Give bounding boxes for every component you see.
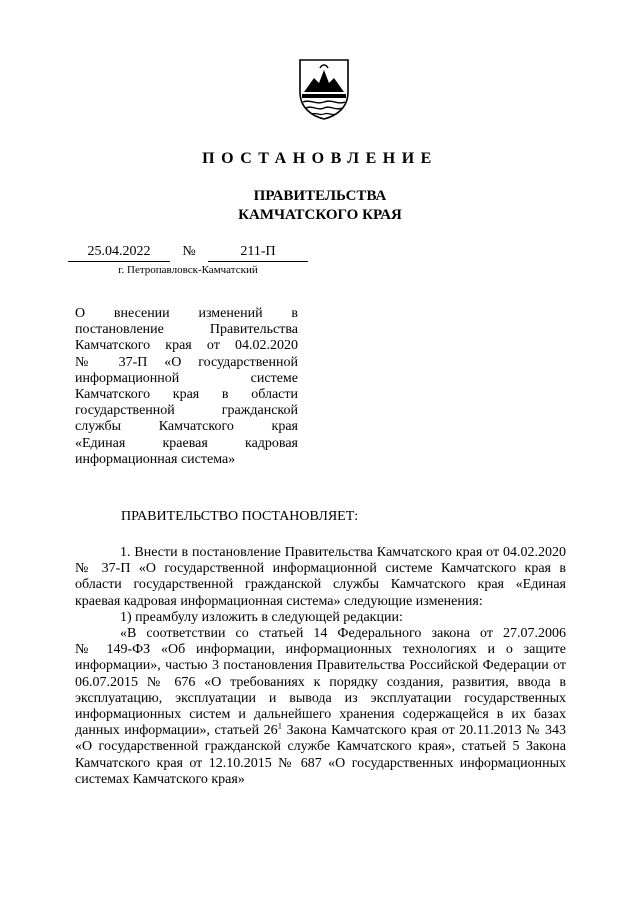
subject-line: О внесении изменений в: [75, 306, 298, 321]
subject-line: «Единая краевая кадровая: [75, 435, 298, 451]
body-line: «О государственной гражданской службе Камчатского края», статьей 5 Закона: [75, 739, 566, 755]
kamchatka-coat-of-arms-icon: [298, 58, 350, 120]
body-line: Камчатского края от 12.10.2015 № 687 «О государственных информационных: [75, 755, 566, 771]
body-line: № 149-ФЗ «Об информации, информационных технологиях и о защите: [75, 642, 566, 658]
document-body: [75, 545, 566, 788]
subject-line: информационной системе: [75, 370, 298, 386]
resolution-statement: ПРАВИТЕЛЬСТВО ПОСТАНОВЛЯЕТ:: [121, 509, 359, 524]
subject-line: Камчатского края от 04.02.2020: [75, 338, 298, 354]
body-line: краевая кадровая информационная система» следующие изменения:: [75, 593, 483, 609]
document-date: 25.04.2022: [68, 243, 170, 262]
body-line: системах Камчатского края»: [75, 771, 245, 787]
number-sign: №: [182, 244, 196, 259]
body-line: 1) преамбулу изложить в следующей редакции:: [120, 609, 403, 625]
body-line: эксплуатацию, эксплуатации и вывода из эксплуатации государственных: [75, 690, 566, 706]
issuer-line-1: ПРАВИТЕЛЬСТВА: [253, 188, 387, 204]
body-line: «В соответствии со статьей 14 Федерального закона от 27.07.2006: [120, 626, 566, 642]
subject-line: Камчатского края в области: [75, 387, 298, 403]
body-line: № 37-П «О государственной информационной системе Камчатского края в: [75, 561, 566, 577]
subject-line: службы Камчатского края: [75, 419, 298, 435]
subject-line: постановление Правительства: [75, 322, 298, 338]
article-superscript: 1: [277, 723, 283, 731]
subject-line: № 37-П «О государственной: [75, 354, 298, 370]
document-type-title: ПОСТАНОВЛЕНИЕ: [202, 150, 438, 167]
document-subject: [75, 306, 298, 468]
body-line: информации», частью 3 постановления Правительства Российской Федерации от: [75, 658, 566, 674]
body-text-fragment: данных информации», статьей 26: [75, 723, 278, 739]
body-line: 06.07.2015 № 676 «О требованиях к порядку создания, развития, ввода в: [75, 674, 566, 690]
body-text-fragment: Закона Камчатского края от 20.11.2013 № 343: [282, 723, 566, 739]
date-number-row: [68, 243, 308, 263]
body-line: области государственной гражданской службы Камчатского края «Единая: [75, 577, 566, 593]
body-line: 1. Внести в постановление Правительства Камчатского края от 04.02.2020: [120, 545, 566, 560]
subject-line: государственной гражданской: [75, 403, 298, 419]
issuer-line-2: КАМЧАТСКОГО КРАЯ: [238, 207, 402, 223]
subject-line: информационная система»: [75, 451, 236, 467]
body-line: информационных систем и дальнейшего хранения содержащейся в их базах: [75, 707, 566, 723]
document-city: г. Петропавловск-Камчатский: [118, 264, 258, 276]
document-number: 211-П: [208, 243, 308, 262]
body-line: [75, 723, 566, 739]
